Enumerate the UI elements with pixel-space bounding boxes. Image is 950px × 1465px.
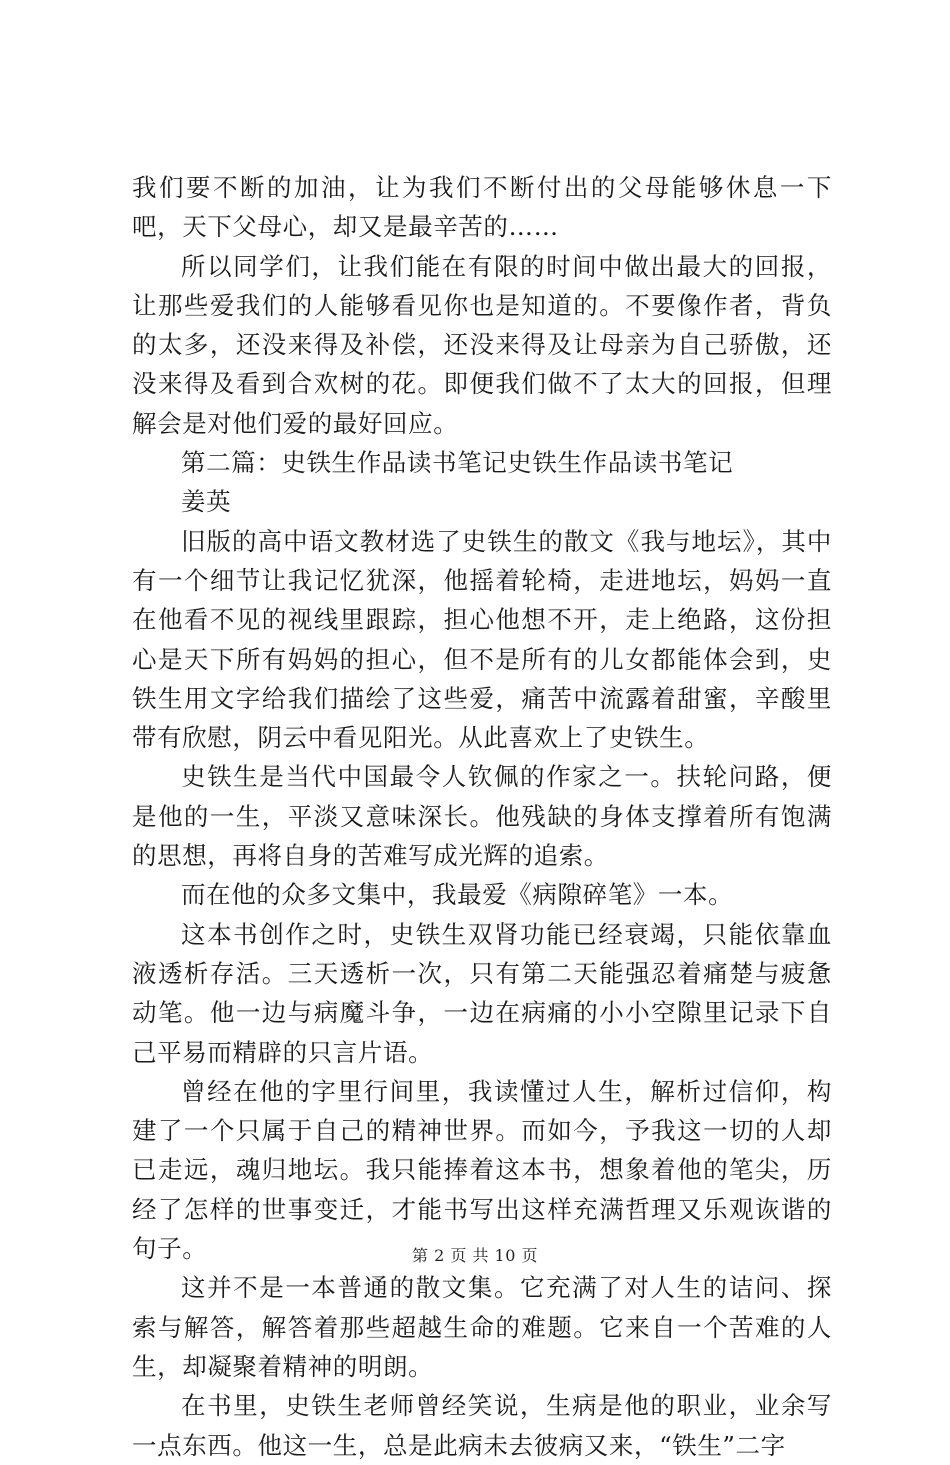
paragraph-4: 史铁生是当代中国最令人钦佩的作家之一。扶轮问路，便是他的一生，平淡又意味深长。他残缺的身体支撑着所有饱满的思想，再将自身的苦难写成光辉的追索。 [132,762,832,871]
section-heading: 第二篇：史铁生作品读书笔记史铁生作品读书笔记 [181,448,734,478]
page-number-footer: 第 2 页 共 10 页 [412,1246,538,1265]
paragraph-2: 所以同学们，让我们能在有限的时间中做出最大的回报，让那些爱我们的人能够看见你也是知道的。不要像作者，背负的太多，还没来得及补偿，还没来得及让母亲为自己骄傲，还没来得及看到合欢树的花。即便我们做不了太大的回报，但理解会是对他们爱的最好回应。 [132,251,832,438]
paragraph-5: 而在他的众多文集中，我最爱《病隙碎笔》一本。 [181,880,734,910]
author-name: 姜英 [181,487,232,517]
document-body [132,168,832,1465]
paragraph-6: 这本书创作之时，史铁生双肾功能已经衰竭，只能依靠血液透析存活。三天透析一次，只有第二天能强忍着痛楚与疲惫动笔。他一边与病魔斗争，一边在病痛的小小空隙里记录下自己平易而精辟的只言片语。 [132,919,832,1067]
paragraph-8: 这并不是一本普通的散文集。它充满了对人生的诘问、探索与解答，解答着那些超越生命的难题。它来自一个苦难的人生，却凝聚着精神的明朗。 [132,1273,832,1381]
paragraph-1: 我们要不断的加油，让为我们不断付出的父母能够休息一下吧，天下父母心，却又是最辛苦的…… [132,173,832,242]
paragraph-7: 曾经在他的字里行间里，我读懂过人生，解析过信仰，构建了一个只属于自己的精神世界。而如今，予我这一切的人却已走远，魂归地坛。我只能捧着这本书，想象着他的笔尖，历经了怎样的世事变迁，才能书写出这样充满哲理又乐观诙谐的句子。 [132,1076,832,1264]
paragraph-3: 旧版的高中语文教材选了史铁生的散文《我与地坛》，其中有一个细节让我记忆犹深，他摇着轮椅，走进地坛，妈妈一直在他看不见的视线里跟踪，担心他想不开，走上绝路，这份担心是天下所有妈妈的担心，但不是所有的儿女都能体会到，史铁生用文字给我们描绘了这些爱，痛苦中流露着甜蜜，辛酸里带有欣慰，阴云中看见阳光。从此喜欢上了史铁生。 [132,526,832,753]
paragraph-9: 在书里，史铁生老师曾经笑说，生病是他的职业，业余写一点东西。他这一生，总是此病未去彼病又来，“铁生”二字 [132,1391,832,1460]
